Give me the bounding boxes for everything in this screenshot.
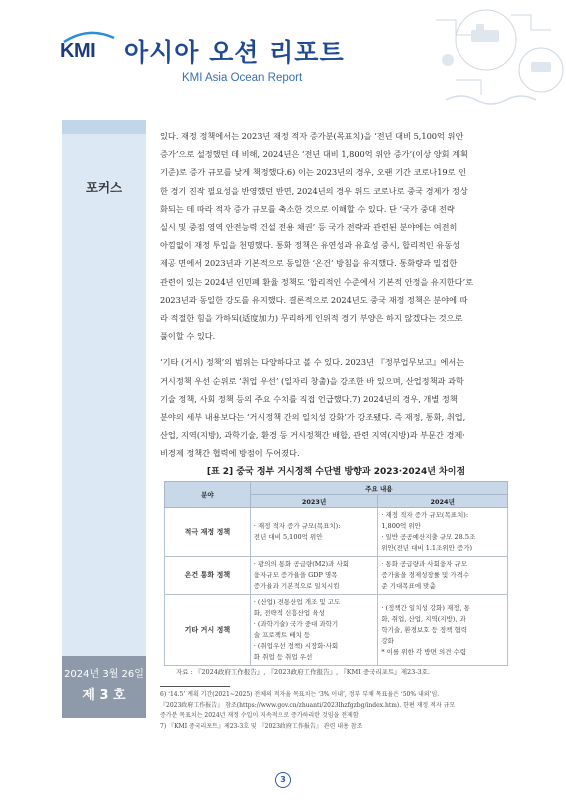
header-field: 분야 xyxy=(165,482,251,508)
issue-date-box xyxy=(62,656,146,718)
table-title: [표 2] 중국 정부 거시정책 수단별 방향과 2023·2024년 차이점 xyxy=(206,467,466,477)
logo-text: KMI xyxy=(60,40,96,62)
row-label: 적극 재정 정책 xyxy=(165,508,251,557)
report-header xyxy=(0,0,566,110)
cell-2023 xyxy=(250,508,378,557)
footnotes: 6) ‘14.5’ 계획 기간(2021~2025) 전체의 적자율 목표치는 ‘3% 이내’, 정부 부채 목표율은 ‘50% 내외’임. 『2023政府工作报告』 참조(https://www.gov.cn/zhuanti/2023lhzfgzbg/index.htm). 한편 재정 적자 규모 증가분 목표치는 2024년 재정 수입이 지속적으로 증가하리란 것임을 전제함 7) 『KMI 중국리포트』제23-3호 및 『2023政府工作报告』 관련 내용 참조 xyxy=(160,691,456,730)
report-subtitle: KMI Asia Ocean Report xyxy=(182,72,303,84)
table-row xyxy=(165,595,508,666)
section-label: 포커스 xyxy=(85,180,123,195)
cell-text: · 재정 적자 증가 규모(목표치): 전년 대비 5,100억 위안 xyxy=(253,522,341,541)
cell-2024 xyxy=(378,508,508,557)
report-title: 아시아 오션 리포트 xyxy=(124,38,345,67)
row-label: 기타 거시 정책 xyxy=(165,595,251,666)
paragraph-1: 있다. 재정 정책에서는 2023년 재정 적자 증가분(목표치)을 ‘전년 대비 5,100억 위안 증가’으로 설정했던 데 비해, 2024년은 ‘전년 대비 1,800억 위안 증가’(이상 양회 계획 기준)로 증가 규모를 낮게 책정했다.6) 이는 2023년의 경우, 오랜 기간 코로나19로 인 한 경기 진작 필요성을 반영했던 반면, 2024년의 경우 위드 코로나로 중국 경제가 정상 화되는 데 따라 적자 증가 규모를 축소한 것으로 이해할 수 있다. 단 ‘국가 중대 전략 실시 및 중점 영역 안전능력 건설 전용 채권’ 등 국가 전략과 관련된 분야에는 여전히 아낌없이 재정 투입을 천명했다. 통화 정책은 유연성과 유효성 중시, 합리적인 유동성 제공 면에서 2023년과 기본적으로 동일한 ‘온건’ 방침을 유지했다. 통화량과 밀접한 관련이 있는 2024년 인민폐 환율 정책도 ‘합리적인 수준에서 기본적 안정을 유지한다’로 2023년과 동일한 강도를 유지했다. 결론적으로 2024년도 중국 재정 정책은 분야에 따 라 적절한 힘을 가하되(适度加力) 무리하게 인위적 경기 부양은 하지 않겠다는 것으로 풀이할 수 있다. xyxy=(160,131,474,342)
paragraph-2: ‘기타 (거시) 정책’의 범위는 다양하다고 볼 수 있다. 2023년 『정부업무보고』에서는 거시정책 우선 순위로 ‘취업 우선’ (일자리 창출)을 강조한 바 있으며, 산업정책과 과학 기술 정책, 사회 정책 등의 주요 수치를 직접 언급했다.7) 2024년의 경우, 개별 정책 분야의 세부 내용보다는 ‘거시정책 간의 일치성 강화’가 강조됐다. 즉 재정, 통화, 취업, 산업, 지역(지방), 과학기술, 환경 등 거시정책간 배합, 관련 지역(지방)과 부문간 경제· 비경제 정책간 협력에 방점이 두어졌다. xyxy=(160,357,466,459)
cell-text: · (정책간 일치성 강화) 재정, 통 화, 취업, 산업, 지역(지방), 과 학기술, 환경보호 등 정책 협력 강화 * 이를 위한 각 방면 의견 수렴 xyxy=(381,603,470,656)
sidebar xyxy=(62,120,146,718)
logo-swoosh-icon xyxy=(62,30,116,44)
ocean-decoration-icon xyxy=(336,0,566,110)
cell-text: · 재정 적자 증가 규모(목표치): 1,800억 위안 · 일반 공공예산지출 규모 28.5조 위안(전년 대비 1.1조위안 증가) xyxy=(381,511,476,552)
table-row xyxy=(165,508,508,557)
page-number: 3 xyxy=(275,772,291,788)
table-row xyxy=(165,557,508,595)
cell-text: · (산업) 전통산업 개조 및 고도 화, 전략적 신흥산업 육성 · (과학기술) 국가 중대 과학기 술 프로젝트 배치 등 · (취업우선 정책) 시장화·사회 화 취업 등 취업 우선 xyxy=(253,598,341,661)
header-2023: 2023년 xyxy=(250,495,378,508)
issue-date: 2024년 3월 26일 xyxy=(64,669,144,680)
article-body xyxy=(160,127,512,463)
footnote-divider xyxy=(160,686,230,687)
row-label: 온건 통화 정책 xyxy=(165,557,251,595)
cell-2023 xyxy=(250,557,378,595)
issue-number: 제 3 호 xyxy=(82,688,126,703)
cell-text: · 광의의 통화 공급량(M2)과 사회 융자규모 증가율을 GDP 명목 증가율과 기본적으로 일치시킴 xyxy=(253,560,349,590)
header-2024: 2024년 xyxy=(378,495,508,508)
cell-2024 xyxy=(378,557,508,595)
cell-2023 xyxy=(250,595,378,666)
cell-2024 xyxy=(378,595,508,666)
sidebar-top-band xyxy=(62,120,146,134)
kmi-logo xyxy=(60,40,118,64)
header-main: 주요 내용 xyxy=(250,482,507,495)
table-source: 자료 : 『2024政府工作报告』, 『2023政府工作报告』, 『KMI 중국리포트』제23-3호. xyxy=(176,668,430,676)
cell-text: · 통화 공급량과 사회융자 규모 증가율을 경제성장률 및 가격수 준 기대목표에 맞춤 xyxy=(381,560,470,590)
policy-table xyxy=(164,481,508,666)
